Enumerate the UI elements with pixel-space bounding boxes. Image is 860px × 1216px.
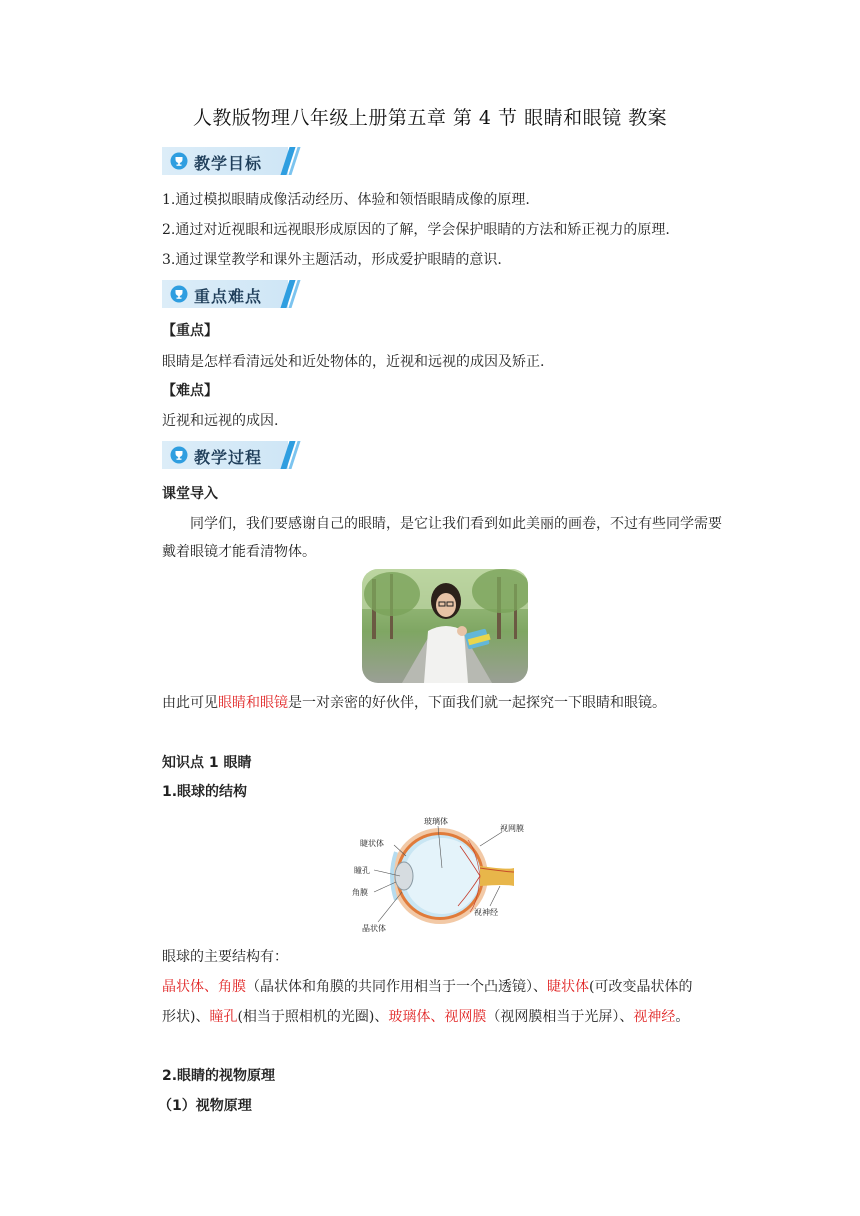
intro-line-1: 同学们，我们要感谢自己的眼睛，是它让我们看到如此美丽的画卷，不过有些同学需要	[190, 516, 722, 532]
label-retina: 视网膜	[500, 824, 524, 833]
vision-principle-heading: 2.眼睛的视物原理	[162, 1068, 276, 1084]
section-tag-objectives	[162, 147, 296, 175]
structure-line-1: 晶状体、角膜（晶状体和角膜的共同作用相当于一个凸透镜）、睫状体(可改变晶状体的	[162, 979, 693, 995]
intro-line-2: 戴着眼镜才能看清物体。	[162, 544, 316, 560]
vision-principle-subheading: （1）视物原理	[158, 1098, 252, 1114]
trophy-icon	[170, 152, 188, 170]
label-pupil: 瞳孔	[354, 866, 370, 875]
label-ciliary: 睫状体	[360, 839, 384, 848]
difficult-text: 近视和远视的成因.	[162, 413, 279, 429]
student-photo	[362, 569, 528, 683]
eyeball-structure-heading: 1.眼球的结构	[162, 784, 248, 800]
intro-conclusion: 由此可见眼睛和眼镜是一对亲密的好伙伴，下面我们就一起探究一下眼睛和眼镜。	[162, 695, 666, 711]
label-lens: 晶状体	[362, 924, 386, 933]
label-vitreous: 玻璃体	[424, 817, 448, 826]
intro-heading: 课堂导入	[162, 486, 218, 502]
structure-intro: 眼球的主要结构有：	[162, 949, 288, 965]
key-heading: 【重点】	[162, 323, 218, 339]
highlight-eyes-glasses: 眼睛和眼镜	[218, 695, 288, 711]
section-label: 重点难点	[194, 287, 263, 306]
key-text: 眼睛是怎样看清远处和近处物体的，近视和远视的成因及矫正.	[162, 354, 545, 370]
difficult-heading: 【难点】	[162, 383, 218, 399]
objective-3: 3.通过课堂教学和课外主题活动，形成爱护眼睛的意识.	[162, 252, 502, 268]
trophy-icon	[170, 446, 188, 464]
structure-line-2: 形状)、瞳孔(相当于照相机的光圈)、玻璃体、视网膜（视网膜相当于光屏）、视神经。	[162, 1009, 690, 1025]
knowledge-1-heading: 知识点 1 眼睛	[162, 755, 252, 771]
objective-2: 2.通过对近视眼和远视眼形成原因的了解，学会保护眼睛的方法和矫正视力的原理.	[162, 222, 670, 238]
eyeball-diagram	[330, 810, 530, 938]
section-label: 教学目标	[194, 154, 263, 173]
label-optic-nerve: 视神经	[474, 908, 498, 917]
section-label: 教学过程	[194, 448, 263, 467]
label-cornea: 角膜	[352, 888, 368, 897]
objective-1: 1.通过模拟眼睛成像活动经历、体验和领悟眼睛成像的原理.	[162, 192, 530, 208]
section-tag-key-points	[162, 280, 296, 308]
document-title: 人教版物理八年级上册第五章 第 4 节 眼睛和眼镜 教案	[192, 107, 668, 129]
trophy-icon	[170, 285, 188, 303]
section-tag-process	[162, 441, 296, 469]
